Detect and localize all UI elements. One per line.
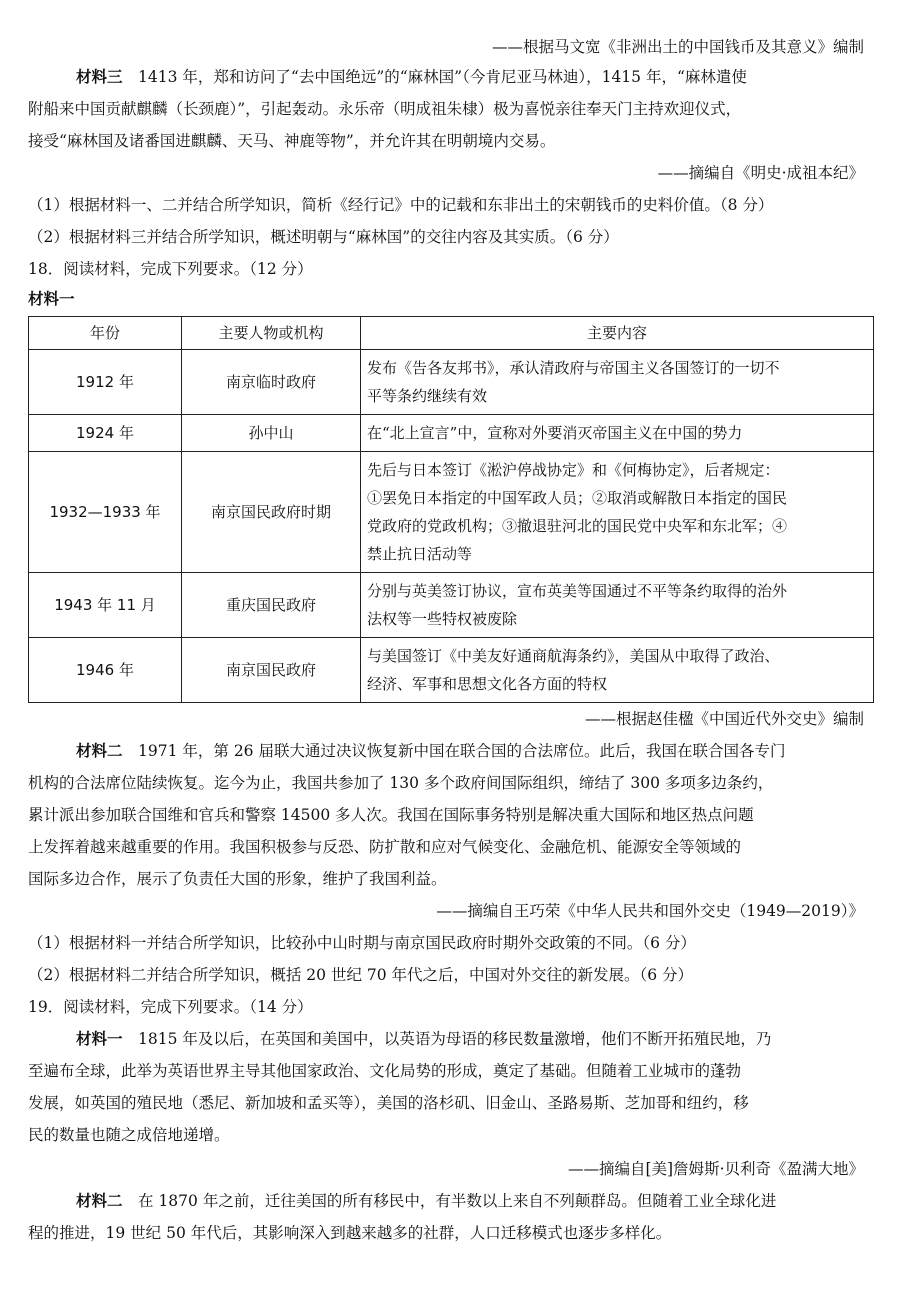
source-line-1: ——根据马文宽《非洲出土的中国钱币及其意义》编制 <box>491 38 864 56</box>
table-cell-content: 在“北上宣言”中，宣称对外要消灭帝国主义在中国的势力 <box>361 415 874 452</box>
question-18-1: （1）根据材料一并结合所学知识，比较孙中山时期与南京国民政府时期外交政策的不同。（6 分） <box>28 934 696 952</box>
table-row <box>29 573 874 638</box>
table-cell-content: 发布《告各友邦书》，承认清政府与帝国主义各国签订的一切不 平等条约继续有效 <box>361 350 874 415</box>
table-cell-year: 1912 年 <box>29 350 182 415</box>
material-three-line-1: 材料三 1413 年，郑和访问了“去中国绝远”的“麻林国”（今肯尼亚马林迪），1415 年，“麻林遣使 <box>76 68 747 86</box>
table-header-actor: 主要人物或机构 <box>182 317 361 350</box>
source-line-3: ——根据赵佳楹《中国近代外交史》编制 <box>584 710 864 728</box>
table-row <box>29 350 874 415</box>
source-line-5: ——摘编自[美]詹姆斯·贝利奇《盈满大地》 <box>567 1160 864 1178</box>
material-two-line-2: 机构的合法席位陆续恢复。迄今为止，我国共参加了 130 多个政府间国际组织，缔结了 300 多项多边条约， <box>28 774 774 792</box>
table-row <box>29 452 874 573</box>
question-18-heading: 18．阅读材料，完成下列要求。（12 分） <box>28 260 313 278</box>
table-cell-actor: 重庆国民政府 <box>182 573 361 638</box>
table-cell-year: 1946 年 <box>29 638 182 703</box>
table-cell-actor: 南京国民政府 <box>182 638 361 703</box>
table-cell-year: 1932—1933 年 <box>29 452 182 573</box>
question-18-2: （2）根据材料二并结合所学知识，概括 20 世纪 70 年代之后，中国对外交往的新发展。（6 分） <box>28 966 694 984</box>
q19-material-two-line-1: 材料二 在 1870 年之前，迁往美国的所有移民中，有半数以上来自不列颠群岛。但随着工业全球化进 <box>76 1192 777 1210</box>
material-three-line-3: 接受“麻林国及诸番国进麒麟、天马、神鹿等物”，并允许其在明朝境内交易。 <box>28 132 556 150</box>
material-two-line-1: 材料二 1971 年，第 26 届联大通过决议恢复新中国在联合国的合法席位。此后，我国在联合国各专门 <box>76 742 786 760</box>
table-cell-content: 分别与英美签订协议，宣布英美等国通过不平等条约取得的治外 法权等一些特权被废除 <box>361 573 874 638</box>
table-cell-actor: 南京临时政府 <box>182 350 361 415</box>
material-two-line-4: 上发挥着越来越重要的作用。我国积极参与反恐、防扩散和应对气候变化、金融危机、能源安全等领域的 <box>28 838 742 856</box>
source-line-4: ——摘编自王巧荣《中华人民共和国外交史（1949—2019）》 <box>436 902 864 920</box>
table-cell-year: 1924 年 <box>29 415 182 452</box>
table-cell-actor: 孙中山 <box>182 415 361 452</box>
material-one-label: 材料一 <box>28 290 75 308</box>
q19-material-one-line-4: 民的数量也随之成倍地递增。 <box>28 1126 230 1144</box>
q19-material-one-line-3: 发展，如英国的殖民地（悉尼、新加坡和孟买等），美国的洛杉矶、旧金山、圣路易斯、芝加哥和纽约，移 <box>28 1094 749 1112</box>
source-line-2: ——摘编自《明史·成祖本纪》 <box>657 164 864 182</box>
table-row <box>29 415 874 452</box>
question-19-heading: 19．阅读材料，完成下列要求。（14 分） <box>28 998 313 1016</box>
question-17-1: （1）根据材料一、二并结合所学知识，简析《经行记》中的记载和东非出土的宋朝钱币的史料价值。（8 分） <box>28 196 774 214</box>
table-cell-content: 先后与日本签订《淞沪停战协定》和《何梅协定》，后者规定： ①罢免日本指定的中国军政人员；②取消或解散日本指定的国民 党政府的党政机构；③撤退驻河北的国民党中央军和东北军；④ 禁止抗日活动等 <box>361 452 874 573</box>
table-cell-actor: 南京国民政府时期 <box>182 452 361 573</box>
table-row <box>29 638 874 703</box>
diplomacy-table <box>28 316 874 703</box>
table-cell-content: 与美国签订《中美友好通商航海条约》，美国从中取得了政治、 经济、军事和思想文化各方面的特权 <box>361 638 874 703</box>
table-header-year: 年份 <box>29 317 182 350</box>
q19-material-one-line-2: 至遍布全球，此举为英语世界主导其他国家政治、文化局势的形成，奠定了基础。但随着工业城市的蓬勃 <box>28 1062 742 1080</box>
table-header-content: 主要内容 <box>361 317 874 350</box>
question-17-2: （2）根据材料三并结合所学知识，概述明朝与“麻林国”的交往内容及其实质。（6 分） <box>28 228 619 246</box>
material-two-line-5: 国际多边合作，展示了负责任大国的形象，维护了我国利益。 <box>28 870 447 888</box>
table-header-row <box>29 317 874 350</box>
q19-material-two-line-2: 程的推进，19 世纪 50 年代后，其影响深入到越来越多的社群，人口迁移模式也逐步多样化。 <box>28 1224 672 1242</box>
q19-material-one-line-1: 材料一 1815 年及以后，在英国和美国中，以英语为母语的移民数量激增，他们不断开拓殖民地，乃 <box>76 1030 772 1048</box>
material-three-line-2: 附船来中国贡献麒麟（长颈鹿）”，引起轰动。永乐帝（明成祖朱棣）极为喜悦亲往奉天门主持欢迎仪式， <box>28 100 742 118</box>
material-two-line-3: 累计派出参加联合国维和官兵和警察 14500 多人次。我国在国际事务特别是解决重大国际和地区热点问题 <box>28 806 754 824</box>
table-cell-year: 1943 年 11 月 <box>29 573 182 638</box>
